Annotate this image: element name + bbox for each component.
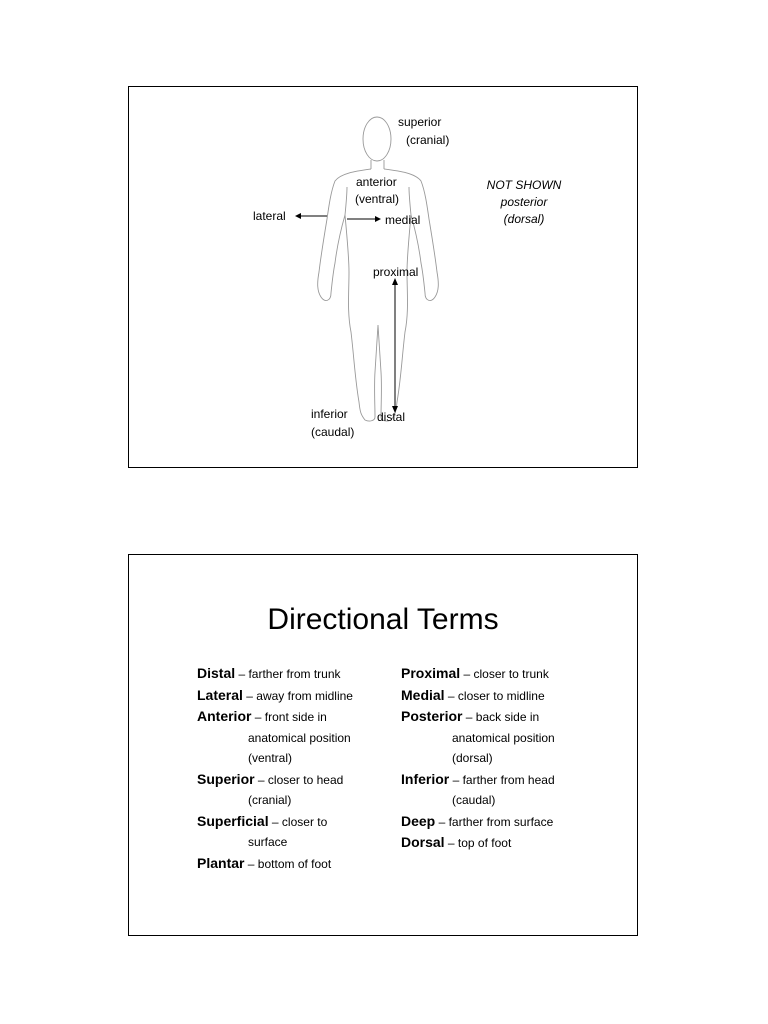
medial-arrowhead [375, 216, 381, 222]
term-name: Inferior [401, 770, 450, 787]
term-entry-plantar [197, 853, 397, 875]
term-definition: – closer to trunk [460, 667, 549, 681]
term-entry-superior [197, 769, 397, 811]
term-definition: – closer to midline [444, 688, 545, 703]
head-outline [363, 117, 391, 161]
term-name: Medial [401, 686, 445, 703]
term-name: Plantar [197, 854, 245, 871]
term-definition-continued: (caudal) [452, 793, 496, 807]
term-entry-distal [197, 663, 397, 685]
term-definition: – bottom of foot [244, 856, 332, 871]
term-entry-inferior [401, 769, 621, 811]
label-anterior: anterior [356, 175, 397, 189]
term-definition-continued: (cranial) [248, 793, 292, 807]
term-entry-deep [401, 811, 621, 833]
term-entry-proximal [401, 663, 621, 685]
term-entry-lateral [197, 685, 397, 707]
label-not-shown: NOT SHOWN [486, 178, 562, 192]
term-definition: – closer to head [254, 772, 344, 787]
label-superior: superior [398, 115, 442, 129]
term-definition: – closer to [268, 814, 328, 829]
label-caudal: (caudal) [311, 425, 355, 439]
term-name: Deep [401, 812, 436, 829]
term-entry-superficial [197, 811, 397, 853]
term-name: Proximal [401, 665, 461, 681]
term-name: Anterior [197, 708, 252, 724]
slide-body-diagram [128, 86, 638, 468]
label-lateral: lateral [253, 209, 286, 223]
term-definition: – top of foot [444, 836, 512, 850]
term-entry-dorsal [401, 832, 621, 854]
label-inferior: inferior [311, 407, 348, 421]
label-medial: medial [385, 213, 421, 227]
label-proximal: proximal [373, 265, 419, 279]
term-definition-continued: anatomical position [452, 730, 555, 745]
label-distal: distal [377, 410, 406, 424]
term-definition-continued: surface [248, 835, 288, 849]
term-entry-posterior [401, 706, 621, 769]
term-definition: – farther from head [449, 772, 555, 787]
label-posterior: posterior [500, 195, 548, 209]
slide-title: Directional Terms [267, 603, 499, 636]
label-cranial: (cranial) [406, 133, 450, 147]
slide-directional-terms [128, 554, 638, 936]
term-definition-continued: (dorsal) [452, 751, 493, 765]
term-definition: – farther from trunk [235, 667, 341, 681]
lateral-arrowhead [295, 213, 301, 219]
term-definition: – back side in [462, 710, 540, 724]
terms-column-right [401, 663, 621, 854]
term-definition: – front side in [251, 710, 327, 724]
term-entry-medial [401, 685, 621, 707]
terms-column-left [197, 663, 397, 874]
term-name: Distal [197, 665, 236, 681]
term-name: Superficial [197, 812, 269, 829]
term-name: Superior [197, 770, 255, 787]
term-definition-continued: anatomical position [248, 730, 351, 745]
term-definition: – away from midline [242, 688, 353, 703]
label-dorsal: (dorsal) [503, 212, 545, 226]
term-entry-anterior [197, 706, 397, 769]
term-name: Dorsal [401, 834, 445, 850]
label-ventral: (ventral) [355, 192, 400, 206]
term-definition: – farther from surface [435, 814, 554, 829]
term-name: Posterior [401, 708, 463, 724]
term-name: Lateral [197, 686, 243, 703]
term-definition-continued: (ventral) [248, 751, 293, 765]
not-shown-note [469, 177, 579, 228]
